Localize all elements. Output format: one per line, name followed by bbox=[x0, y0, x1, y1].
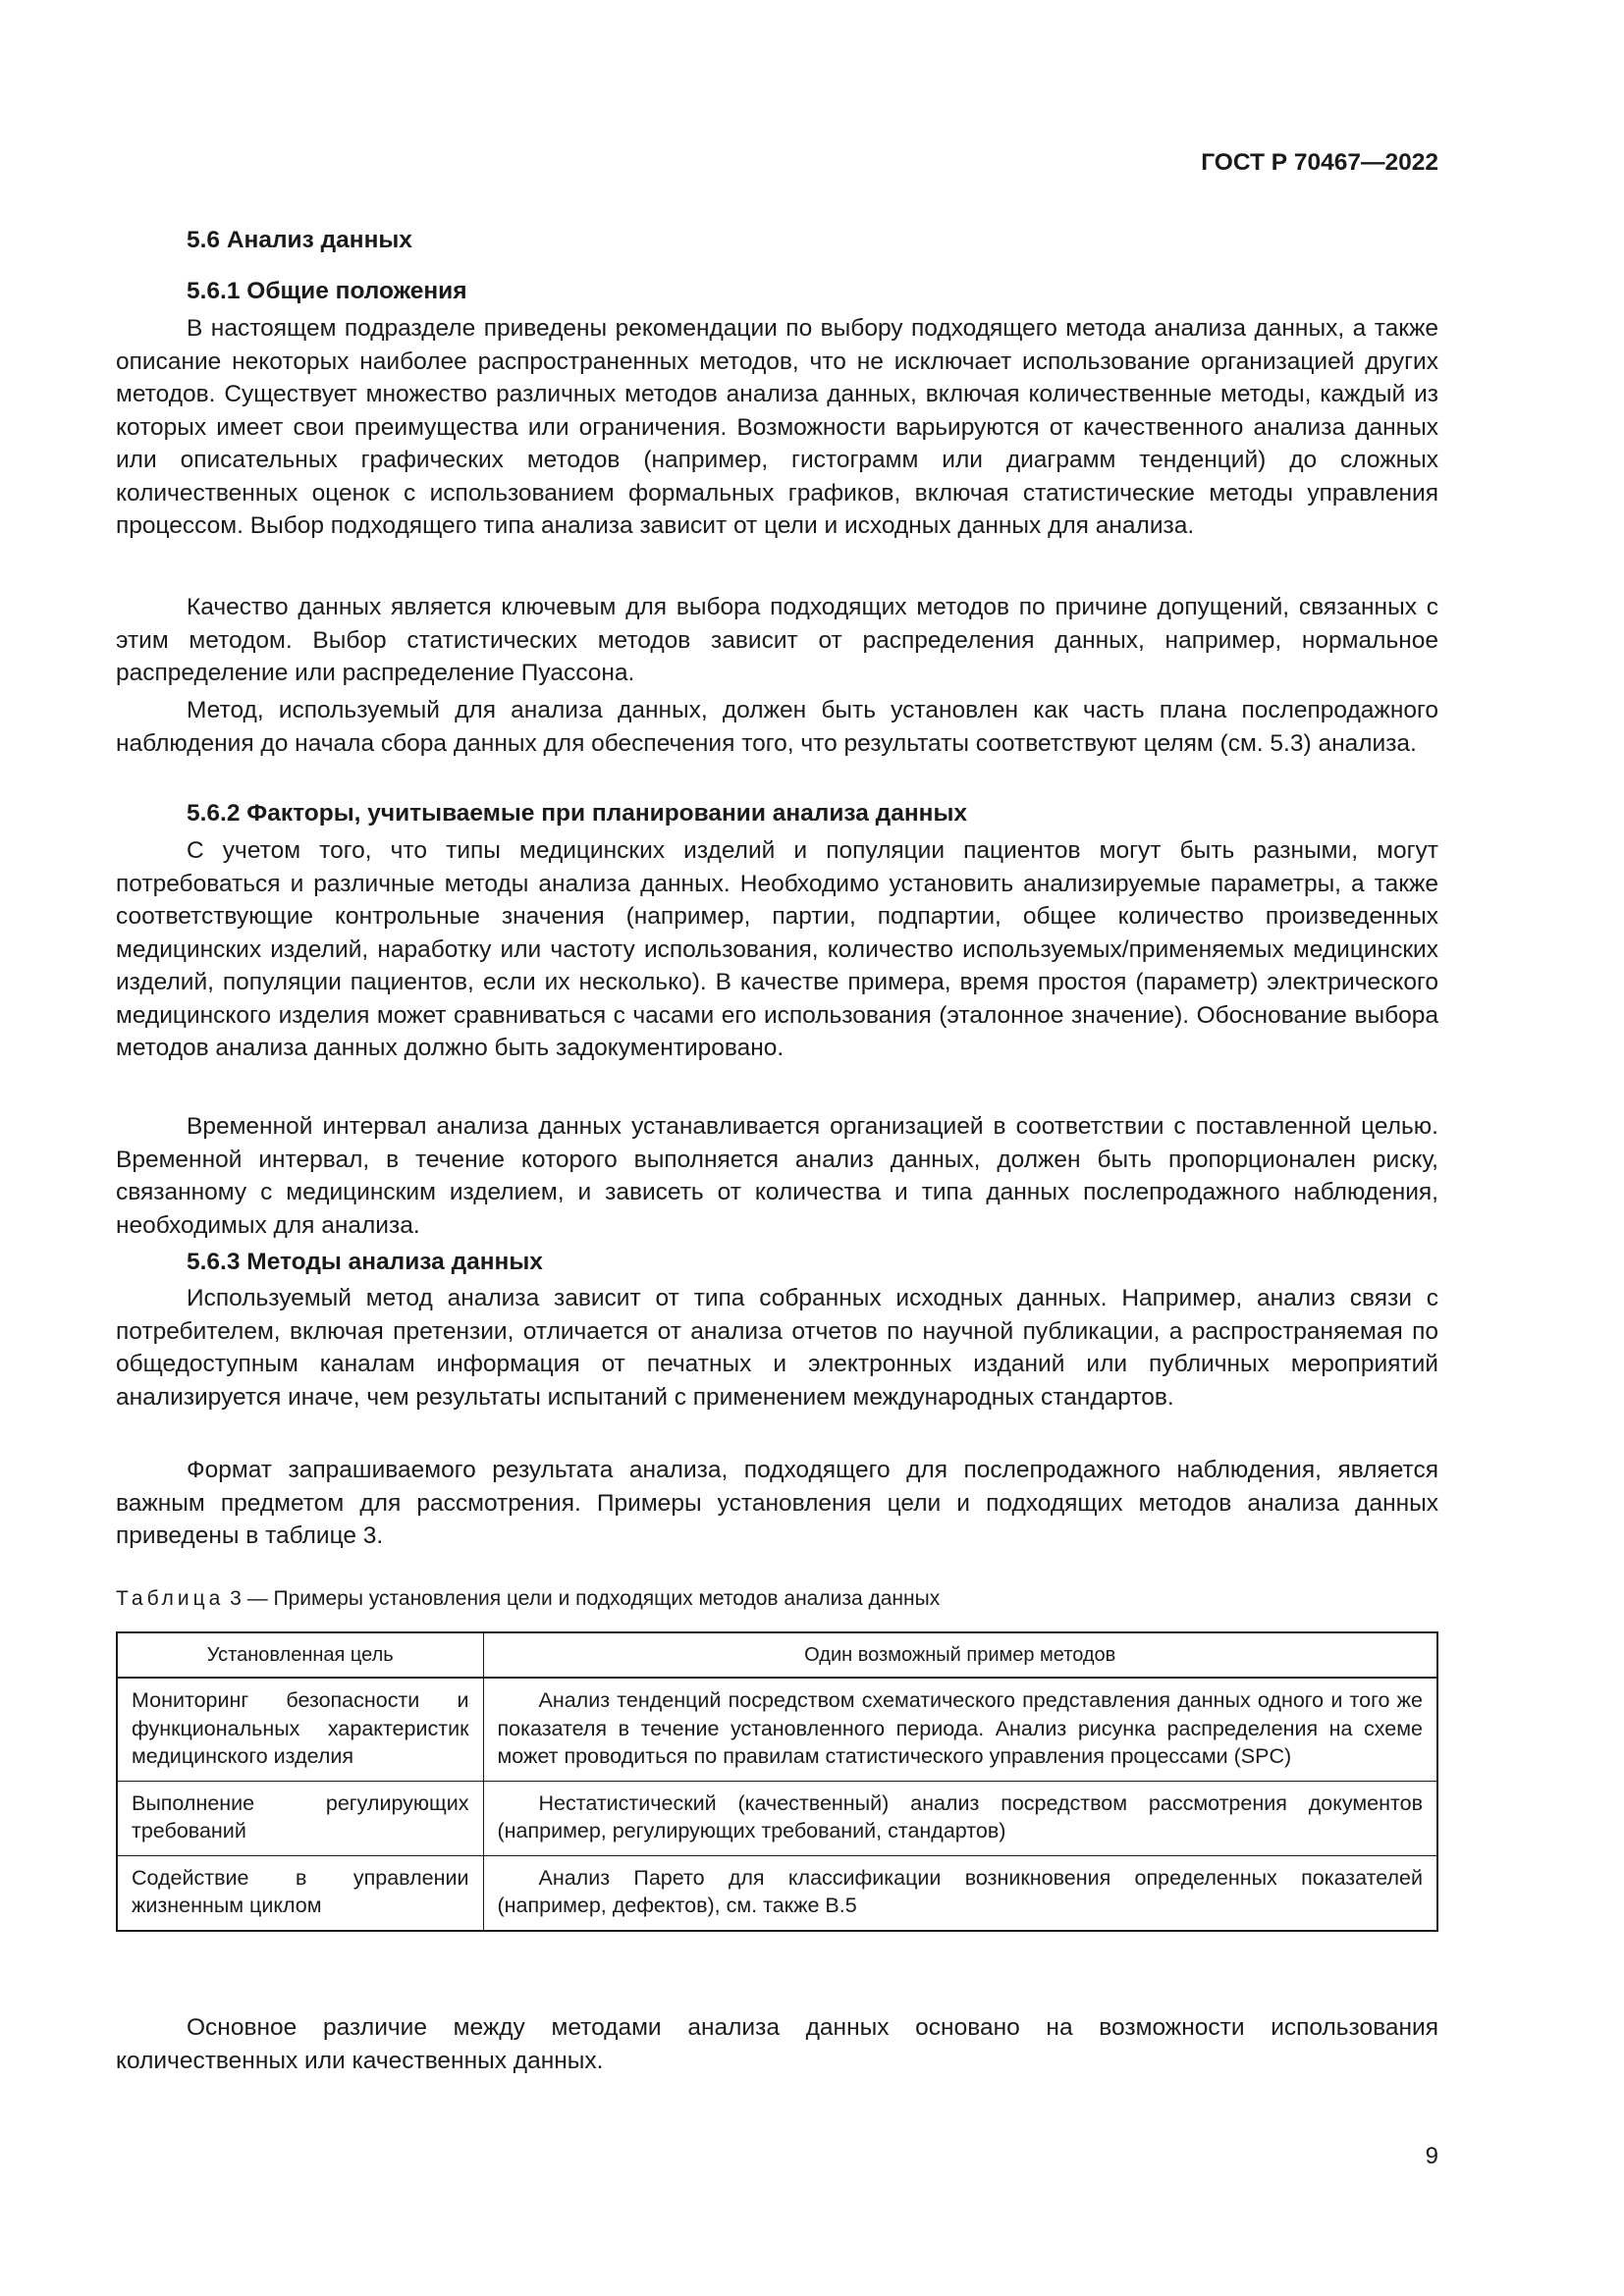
table-cell-method: Анализ Парето для классификации возникновения определенных показателей (например, дефектов), см. также В.5 bbox=[483, 1855, 1437, 1931]
table-cell-method: Анализ тенденций посредством схематического представления данных одного и того же показателя в течение установленного периода. Анализ рисунка распределения на схеме может проводиться по правилам статистического управления процессами (SPC) bbox=[483, 1678, 1437, 1781]
document-code: ГОСТ Р 70467—2022 bbox=[1201, 149, 1438, 176]
section-heading-5-6-1: 5.6.1 Общие положения bbox=[187, 278, 467, 304]
table-row bbox=[117, 1781, 1437, 1855]
paragraph: С учетом того, что типы медицинских изделий и популяции пациентов могут быть разными, могут потребоваться и различные методы анализа данных. Необходимо установить анализируемые параметры, а также соответствующие контрольные значения (например, партии, подпартии, общее количество произведенных медицинских изделий, наработку или частоту использования, количество используемых/применяемых медицинских изделий, популяции пациентов, если их несколько). В качестве примера, время простоя (параметр) электрического медицинского изделия может сравниваться с часами его использования (эталонное значение). Обоснование выбора методов анализа данных должно быть задокументировано. bbox=[116, 837, 1438, 1061]
paragraph: Метод, используемый для анализа данных, должен быть установлен как часть плана послепродажного наблюдения до начала сбора данных для обеспечения того, что результаты соответствуют целям (см. 5.3) анализа. bbox=[116, 697, 1438, 757]
table-cell-goal: Содействие в управлении жизненным циклом bbox=[117, 1855, 483, 1931]
paragraph: Используемый метод анализа зависит от типа собранных исходных данных. Например, анализ связи с потребителем, включая претензии, отличается от анализа отчетов по научной публикации, а распространяемая по общедоступным каналам информация от печатных и электронных изданий или публичных мероприятий анализируется иначе, чем результаты испытаний с применением международных стандартов. bbox=[116, 1285, 1438, 1411]
table-header-goal: Установленная цель bbox=[117, 1632, 483, 1678]
table-caption-label: Таблица bbox=[116, 1587, 225, 1610]
table-row bbox=[117, 1678, 1437, 1781]
table-caption-text: 3 — Примеры установления цели и подходящих методов анализа данных bbox=[224, 1587, 941, 1610]
paragraph: Качество данных является ключевым для выбора подходящих методов по причине допущений, связанных с этим методом. Выбор статистических методов зависит от распределения данных, например, нормальное распределение или распределение Пуассона. bbox=[116, 594, 1438, 686]
page-number: 9 bbox=[1425, 2143, 1438, 2169]
paragraph: В настоящем подразделе приведены рекомендации по выбору подходящего метода анализа данных, а также описание некоторых наиболее распространенных методов, что не исключает использование организацией других методов. Существует множество различных методов анализа данных, включая количественные методы, каждый из которых имеет свои преимущества или ограничения. Возможности варьируются от качественного анализа данных или описательных графических методов (например, гистограмм или диаграмм тенденций) до сложных количественных оценок с использованием формальных графиков, включая статистические методы управления процессом. Выбор подходящего типа анализа зависит от цели и исходных данных для анализа. bbox=[116, 315, 1438, 539]
table-row bbox=[117, 1855, 1437, 1931]
paragraph: Временной интервал анализа данных устанавливается организацией в соответствии с поставленной целью. Временной интервал, в течение которого выполняется анализ данных, должен быть пропорционален риску, связанному с медицинским изделием, и зависеть от количества и типа данных послепродажного наблюдения, необходимых для анализа. bbox=[116, 1113, 1438, 1239]
section-heading-5-6-3: 5.6.3 Методы анализа данных bbox=[187, 1249, 543, 1275]
table-cell-goal: Мониторинг безопасности и функциональных характеристик медицинского изделия bbox=[117, 1678, 483, 1781]
table-header-methods: Один возможный пример методов bbox=[483, 1632, 1437, 1678]
table-cell-method: Нестатистический (качественный) анализ посредством рассмотрения документов (например, регулирующих требований, стандартов) bbox=[483, 1781, 1437, 1855]
methods-table bbox=[116, 1631, 1438, 1932]
table-cell-goal: Выполнение регулирующих требований bbox=[117, 1781, 483, 1855]
section-heading-5-6-2: 5.6.2 Факторы, учитываемые при планировании анализа данных bbox=[187, 800, 968, 827]
paragraph: Формат запрашиваемого результата анализа, подходящего для послепродажного наблюдения, является важным предметом для рассмотрения. Примеры установления цели и подходящих методов анализа данных приведены в таблице 3. bbox=[116, 1457, 1438, 1549]
section-heading-5-6: 5.6 Анализ данных bbox=[187, 227, 412, 253]
table-caption bbox=[116, 1587, 940, 1611]
paragraph: Основное различие между методами анализа данных основано на возможности использования количественных или качественных данных. bbox=[116, 2014, 1438, 2074]
